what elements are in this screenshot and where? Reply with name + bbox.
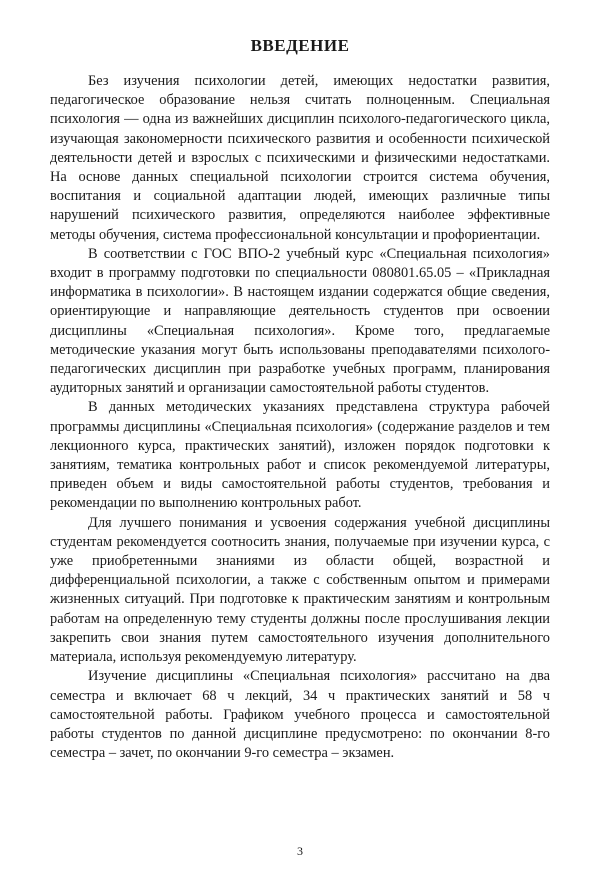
page-number: 3: [297, 844, 303, 858]
paragraph-schedule: Изучение дисциплины «Специальная психология» рассчитано на два семестра и включает 68 ч лекций, 34 ч практических занятий и 58 ч самостоятельной работы. Графиком учебного процесса и самостоятельной работы студентов по данной дисциплине предусмотрено: по окончании 8-го семестра – зачет, по окончании 9-го семестра – экзамен.: [50, 668, 550, 762]
page-title: ВВЕДЕНИЕ: [250, 36, 350, 55]
document-body: [50, 72, 550, 763]
paragraph-standard: В соответствии с ГОС ВПО-2 учебный курс «Специальная психология» входит в программу подготовки по специальности 080801.65.05 – «Прикладная информатика в психологии». В настоящем издании содержатся общие сведения, ориентирующие и направляющие деятельность студентов при освоении дисциплины «Специальная психология». Кроме того, предлагаемые методические указания могут быть использованы преподавателями психолого-педагогических дисциплин при разработке учебных программ, планирования аудиторных занятий и организации самостоятельной работы студентов.: [50, 245, 550, 397]
paragraph-recommendations: Для лучшего понимания и усвоения содержания учебной дисциплины студентам рекомендуется соотносить знания, получаемые при изучении курса, с уже приобретенными знаниями из области общей, возрастной и дифференциальной психологии, а также с собственным опытом и примерами жизненных ситуаций. При подготовке к практическим занятиям и контрольным работам на определенную тему студенты должны после прослушивания лекции закрепить свои знания путем самостоятельного изучения дополнительного материала, используя рекомендуемую литературу.: [50, 514, 550, 666]
paragraph-intro: Без изучения психологии детей, имеющих недостатки развития, педагогическое образование нельзя считать полноценным. Специальная психология — одна из важнейших дисциплин психолого-педагогического цикла, изучающая закономерности психического развития и особенности психической деятельности детей и взрослых с психическими и физическими недостатками. На основе данных специальной психологии строится система обучения, воспитания и социальной адаптации людей, имеющих различные типы нарушений психического развития, определяются наиболее эффективные методы обучения, система профессиональной консультации и профориентации.: [50, 73, 550, 243]
paragraph-structure: В данных методических указаниях представлена структура рабочей программы дисциплины «Специальная психология» (содержание разделов и тем лекционного курса, практических занятий), изложен порядок подготовки к занятиям, тематика контрольных работ и список рекомендуемой литературы, приведен объем и виды самостоятельной работы студентов, требования и рекомендации по выполнению контрольных работ.: [50, 399, 550, 512]
